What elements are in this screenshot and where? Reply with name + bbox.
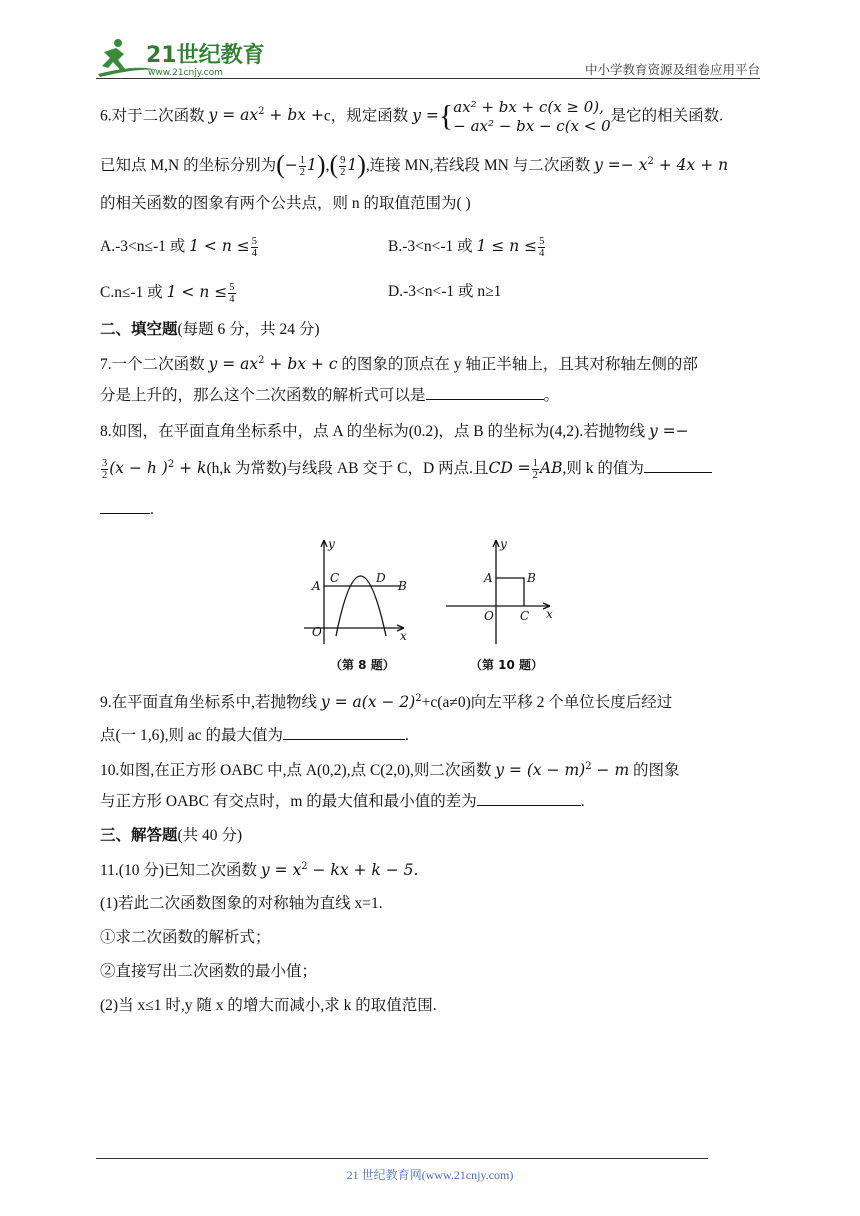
q11-part1-sub1: ①求二次函数的解析式； (100, 929, 271, 946)
section-3-heading (100, 828, 242, 844)
figure-8 (300, 536, 570, 648)
q6-func: $y = ax^2$ + bx + (208, 106, 324, 125)
q11-part1-sub2: ②直接写出二次函数的最小值； (100, 963, 318, 980)
svg-text:C: C (330, 571, 340, 585)
q8-text-c: ,则 k 的值为 (562, 460, 644, 478)
q6-y-eq: y = (412, 106, 439, 125)
q9-text-b: +c(a≠0)向左平移 2 个单位长度后经过 (421, 694, 673, 711)
q8-text-b: (h,k 为常数)与线段 AB 交于 C，D 两点.且 (206, 460, 489, 478)
svg-text:x: x (546, 607, 553, 621)
q8-line1: 8.如图，在平面直角坐标系中，点 A 的坐标为(0.2)，点 B 的坐标为(4,2).若抛物线 y =− (100, 422, 689, 440)
q7-text-c: 分是上升的，那么这个二次函数的解析式可以是 (100, 387, 426, 404)
section-3-title: 三、解答题 (100, 826, 178, 844)
q8-line2: $\frac{3}{2}$ (x − ℎ )$^2$ + k(h,k 为常数)与线段 AB 交于 C，D 两点.且CD = $\frac{1}{2}$ AB,则 k 的值为 (100, 458, 712, 481)
q6-text-a: 6.对于二次函数 (100, 107, 205, 125)
q6-line2-text-b: ,连接 MN,若线段 MN 与二次函数 (365, 157, 591, 174)
q6-parabola: $y =- x^2 + 4x + n$ (594, 156, 729, 174)
svg-text:y: y (500, 537, 507, 551)
q6-option-d: D.-3<n<-1 或 n≥1 (388, 283, 502, 300)
q10-line1: 10.如图,在正方形 OABC 中,点 A(0,2),点 C(2,0),则二次函数 $y = (x - m)^2 - m$ 的图象 (100, 761, 680, 779)
svg-text:O: O (312, 625, 322, 639)
q8-answer-blank-2[interactable] (100, 512, 150, 514)
q9-text-c: 点(一 1,6),则 ac 的最大值为 (100, 727, 283, 744)
figure-10-caption: （第 10 题） (470, 658, 544, 672)
q7-end: 。 (543, 387, 560, 404)
section-2-heading (100, 322, 320, 338)
page-header (96, 30, 760, 78)
header-divider (96, 78, 760, 79)
q10-text-c: 与正方形 OABC 有交点时，m 的最大值和最小值的差为 (100, 793, 477, 810)
q7-text-b: 的图象的顶点在 y 轴正半轴上，且其对称轴左侧的部 (341, 356, 698, 373)
q7-line1: 7.一个二次函数 $y = ax^2$ + bx + c 的图象的顶点在 y 轴正半轴上，且其对称轴左侧的部 (100, 355, 698, 373)
svg-text:A: A (484, 571, 493, 585)
svg-text:A: A (312, 579, 321, 593)
q11-line1: 11.(10 分)已知二次函数 $y = x^2$ − kx + k − 5. (100, 861, 419, 879)
q9-text-a: 9.在平面直角坐标系中,若抛物线 (100, 694, 318, 711)
q6-option-b-text: B.-3<n<-1 或 (388, 238, 473, 256)
q8-text-a: 8.如图，在平面直角坐标系中，点 A 的坐标为(0.2)，点 B 的坐标为(4,2).若抛物线 (100, 423, 646, 440)
q11-part2: (2)当 x≤1 时,y 随 x 的增大而减小,求 k 的取值范围. (100, 997, 437, 1014)
q10-answer-blank[interactable] (477, 804, 581, 806)
svg-text:O: O (484, 609, 494, 623)
frac-nine-half: $\frac{9}{2}$ (340, 154, 346, 178)
frac-half: $\frac{1}{2}$ (299, 154, 306, 178)
q6-piece-top: ax² + bx + c(x ≥ 0), (453, 98, 604, 116)
q7-text-a: 7.一个二次函数 (100, 356, 205, 373)
q11-text-a: 11.(10 分)已知二次函数 (100, 862, 257, 879)
q10-text-a: 10.如图,在正方形 OABC 中,点 A(0,2),点 C(2,0),则二次函数 (100, 762, 492, 779)
q6-line3: 的相关函数的图象有两个公共点，则 n 的取值范围为( ) (100, 195, 471, 212)
q6-option-a-text: A.-3<n≤-1 或 (100, 238, 186, 256)
q6-piece-bottom: − ax² − bx − c(x < 0 (453, 116, 611, 135)
q9-line2 (100, 728, 409, 744)
svg-text:C: C (520, 609, 530, 623)
footer-divider (96, 1158, 708, 1159)
q7-answer-blank[interactable] (426, 398, 544, 400)
q11-part1: (1)若此二次函数图象的对称轴为直线 x=1. (100, 895, 383, 912)
q6-line1: 6.对于二次函数 $y = ax^2$ + bx +c，规定函数 y ={ ax² + bx + c(x ≥ 0), − ax² − bx − c(x < 0 是它的相关函数. (100, 98, 724, 135)
q8-answer-blank-1[interactable] (644, 471, 712, 473)
footer-text: 21 世纪教育网(www.21cnjy.com) (346, 1168, 514, 1182)
svg-text:y: y (328, 537, 335, 551)
q6-text-c: 是它的相关函数. (610, 107, 724, 125)
q6-option-b: B.-3<n<-1 或 1 ≤ n ≤ $\frac{5}{4}$ (388, 236, 545, 260)
section-2-note: (每题 6 分，共 24 分) (177, 321, 320, 338)
q6-option-c: C.n≤-1 或 1 < n ≤ $\frac{5}{4}$ (100, 282, 235, 306)
q10-text-b: 的图象 (633, 762, 680, 779)
q6-option-c-text: C.n≤-1 或 (100, 284, 163, 302)
q10-line2 (100, 794, 585, 810)
q6-brace: { (438, 99, 454, 133)
header-platform-text: 中小学教育资源及组卷应用平台 (584, 62, 760, 77)
svg-text:D: D (376, 571, 386, 585)
q9-line1: 9.在平面直角坐标系中,若抛物线 $y = a(x - 2)^2+c(a\ne 0)$向左平移 2 个单位长度后经过 (100, 693, 673, 711)
logo-url: www.21cnjy.com (148, 68, 223, 78)
svg-text:B: B (527, 571, 536, 585)
q9-answer-blank[interactable] (283, 738, 405, 740)
svg-text:B: B (398, 579, 407, 593)
svg-text:x: x (400, 629, 407, 643)
q8-end: . (150, 501, 154, 518)
section-2-title: 二、填空题 (100, 320, 178, 338)
figure-8-caption: （第 8 题） (330, 658, 395, 672)
q6-line2-text-a: 已知点 M,N 的坐标分别为 (100, 157, 277, 174)
q6-text-b: ，规定函数 (330, 107, 409, 125)
q7-line2 (100, 388, 559, 404)
logo-21cnjy (96, 34, 266, 78)
figures-group (300, 536, 570, 676)
q8-line3 (100, 502, 154, 518)
q9-end: . (404, 727, 409, 744)
q6-piecewise (453, 98, 610, 136)
q6-option-a: A.-3<n≤-1 或 1 < n ≤ $\frac{5}{4}$ (100, 236, 257, 260)
q6-line2: 已知点 M,N 的坐标分别为(− $\frac{1}{2}$ 1),( $\frac{9}{2}$ 1),连接 MN,若线段 MN 与二次函数 $y =- x^2 + 4x + n$ (100, 150, 729, 179)
section-3-note: (共 40 分) (177, 827, 243, 844)
logo-title: 21世纪教育 (146, 43, 265, 68)
q10-end: . (580, 793, 585, 810)
